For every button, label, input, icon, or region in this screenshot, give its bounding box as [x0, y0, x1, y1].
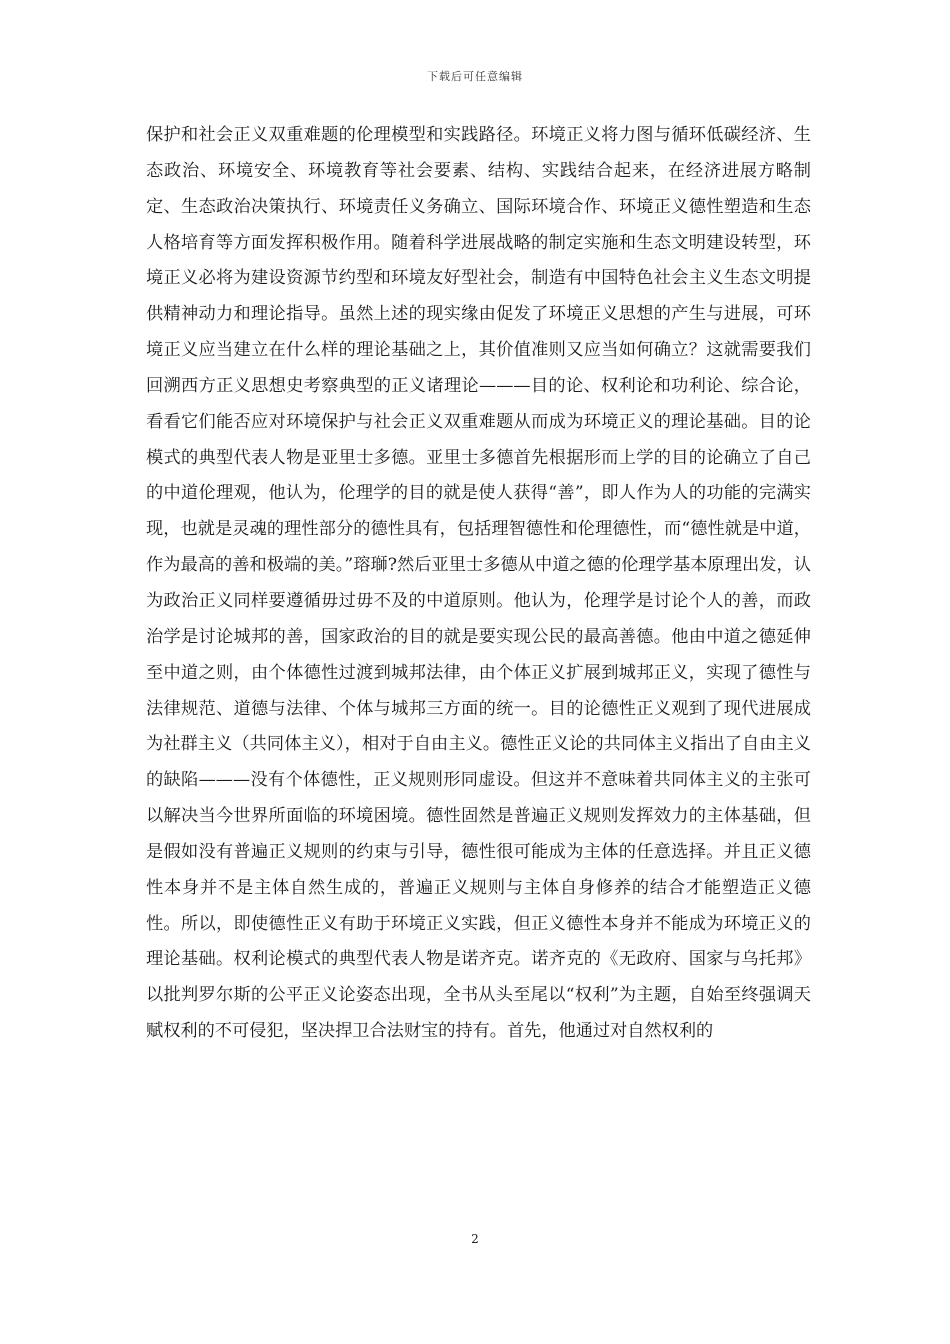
body-paragraph: 保护和社会正义双重难题的伦理模型和实践路径。环境正义将力图与循环低碳经济、生态政治、环境安全、环境教育等社会要素、结构、实践结合起来，在经济进展方略制定、生态政治决策执行、环境责任义务确立、国际环境合作、环境正义德性塑造和生态人格培育等方面发挥积极作用。随着科学进展战略的制定实施和生态文明建设转型，环境正义必将为建设资源节约型和环境友好型社会，制造有中国特色社会主义生态文明提供精神动力和理论指导。虽然上述的现实缘由促发了环境正义思想的产生与进展，可环境正义应当建立在什么样的理论基础之上，其价值准则又应当如何确立？这就需要我们回溯西方正义思想史考察典型的正义诸理论———目的论、权利论和功利论、综合论，看看它们能否应对环境保护与社会正义双重难题从而成为环境正义的理论基础。目的论模式的典型代表人物是亚里士多德。亚里士多德首先根据形而上学的目的论确立了自己的中道伦理观，他认为，伦理学的目的就是使人获得“善”，即人作为人的功能的完满实现，也就是灵魂的理性部分的德性具有，包括理智德性和伦理德性，而“德性就是中道，作为最高的善和极端的美。”瑢瑡?然后亚里士多德从中道之德的伦理学基本原理出发，认为政治正义同样要遵循毋过毋不及的中道原则。他认为，伦理学是讨论个人的善，而政治学是讨论城邦的善，国家政治的目的就是要实现公民的最高善德。他由中道之德延伸至中道之则，由个体德性过渡到城邦法律，由个体正义扩展到城邦正义，实现了德性与法律规范、道德与法律、个体与城邦三方面的统一。目的论德性正义观到了现代进展成为社群主义（共同体主义），相对于自由主义。德性正义论的共同体主义指出了自由主义的缺陷———没有个体德性，正义规则形同虚设。但这并不意味着共同体主义的主张可以解决当今世界所面临的环境困境。德性固然是普遍正义规则发挥效力的主体基础，但是假如没有普遍正义规则的约束与引导，德性很可能成为主体的任意选择。并且正义德性本身并不是主体自然生成的，普遍正义规则与主体自身修养的结合才能塑造正义德性。所以，即使德性正义有助于环境正义实践，但正义德性本身并不能成为环境正义的理论基础。权利论模式的典型代表人物是诺齐克。诺齐克的《无政府、国家与乌托邦》以批判罗尔斯的公平正义论姿态出现，全书从头至尾以“权利”为主题，自始至终强调天赋权利的不可侵犯，坚决捍卫合法财宝的持有。首先，他通过对自然权利的: [146, 125, 811, 1042]
page-number: 2: [471, 1232, 479, 1246]
page-header: 下载后可任意编辑: [427, 70, 523, 83]
